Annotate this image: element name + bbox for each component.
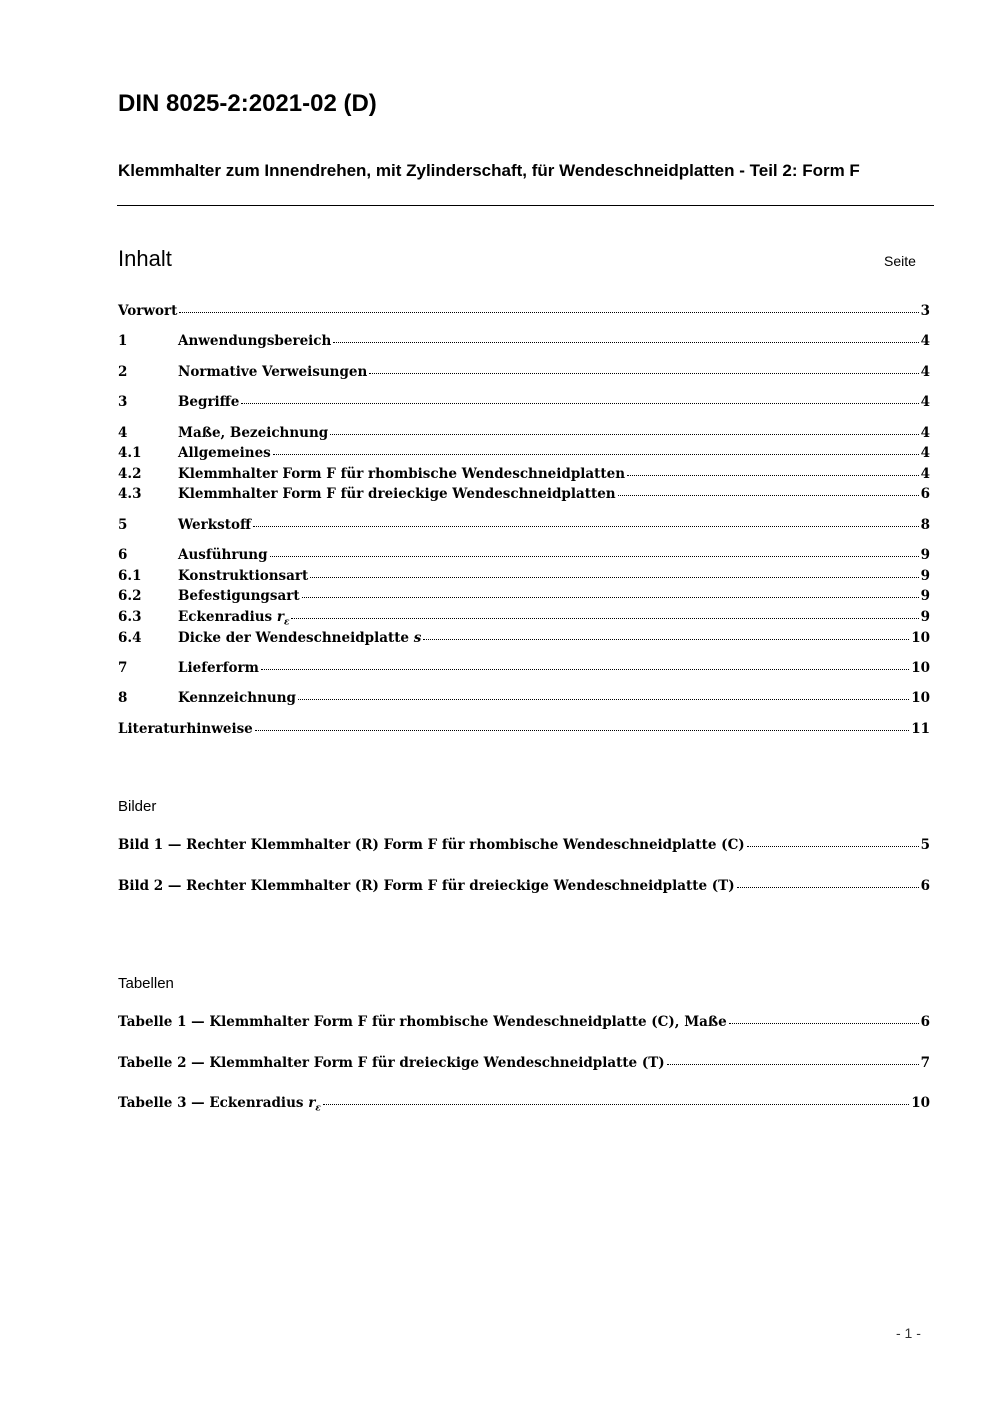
toc-dot-leader <box>241 403 918 404</box>
table-entry-1[interactable] <box>118 1014 930 1034</box>
toc-dot-leader <box>667 1064 919 1065</box>
toc-entry-6-1[interactable] <box>118 568 930 588</box>
toc-entry-number: 4.2 <box>118 466 142 482</box>
thickness-symbol: s <box>413 630 422 646</box>
toc-entry-number: 6.4 <box>118 630 142 646</box>
toc-entry-title: Werkstoff <box>178 517 252 533</box>
toc-entry-number: 4.1 <box>118 445 142 461</box>
corner-radius-subscript: ε <box>315 1103 321 1114</box>
toc-entry-title: Befestigungsart <box>178 588 300 604</box>
toc-entry-page: 4 <box>920 364 930 380</box>
toc-dot-leader <box>627 475 919 476</box>
corner-radius-subscript: ε <box>283 617 290 628</box>
toc-entry-number: 4.3 <box>118 486 142 502</box>
toc-entry-title-text: Dicke der Wendeschneidplatte <box>178 630 414 646</box>
toc-entry-number: 6.1 <box>118 568 142 584</box>
toc-entry-6-3[interactable] <box>118 609 930 629</box>
table-entry-title: Tabelle 1 — Klemmhalter Form F für rhombische Wendeschneidplatte (C), Maße <box>118 1014 727 1030</box>
toc-entry-5[interactable] <box>118 517 930 537</box>
figure-entry-1[interactable] <box>118 837 930 857</box>
table-entry-title-text: Tabelle 3 — Eckenradius <box>118 1095 309 1111</box>
toc-entry-6-4[interactable] <box>118 630 930 650</box>
toc-entry-page: 4 <box>920 425 930 441</box>
toc-dot-leader <box>255 730 909 731</box>
toc-dot-leader <box>618 495 919 496</box>
toc-dot-leader <box>737 887 919 888</box>
toc-entry-page: 10 <box>911 660 930 676</box>
toc-entry-4-1[interactable] <box>118 445 930 465</box>
toc-dot-leader <box>747 846 919 847</box>
toc-entry-page: 4 <box>920 466 930 482</box>
toc-dot-leader <box>729 1023 919 1024</box>
toc-entry-page: 3 <box>920 303 930 319</box>
toc-dot-leader <box>261 669 909 670</box>
toc-entry-page: 4 <box>920 394 930 410</box>
document-subtitle: Klemmhalter zum Innendrehen, mit Zylinderschaft, für Wendeschneidplatten - Teil 2: Form F <box>118 161 860 180</box>
toc-entry-title: Klemmhalter Form F für dreieckige Wendeschneidplatten <box>178 486 616 502</box>
toc-entry-3[interactable] <box>118 394 930 414</box>
table-entry-page: 10 <box>911 1095 930 1111</box>
table-entry-title <box>118 1095 321 1114</box>
toc-entry-title: Allgemeines <box>178 445 271 461</box>
toc-entry-number: 6.2 <box>118 588 142 604</box>
toc-entry-6[interactable] <box>118 547 930 567</box>
toc-entry-number: 7 <box>118 660 128 676</box>
toc-entry-7[interactable] <box>118 660 930 680</box>
figure-entry-title: Bild 2 — Rechter Klemmhalter (R) Form F für dreieckige Wendeschneidplatte (T) <box>118 878 735 894</box>
toc-dot-leader <box>323 1104 909 1105</box>
tables-heading: Tabellen <box>118 975 174 992</box>
toc-entry-bibliography[interactable] <box>118 721 930 741</box>
toc-entry-number: 2 <box>118 364 128 380</box>
toc-dot-leader <box>310 577 918 578</box>
toc-entry-4[interactable] <box>118 425 930 445</box>
toc-entry-title: Klemmhalter Form F für rhombische Wendeschneidplatten <box>178 466 626 482</box>
toc-entry-title: Ausführung <box>178 547 268 563</box>
toc-dot-leader <box>270 556 919 557</box>
toc-dot-leader <box>273 454 919 455</box>
page-column-label: Seite <box>884 253 916 269</box>
toc-entry-page: 9 <box>920 568 930 584</box>
toc-entry-page: 9 <box>920 609 930 625</box>
document-title: DIN 8025-2:2021-02 (D) <box>118 90 377 117</box>
figure-entry-page: 6 <box>920 878 930 894</box>
title-divider <box>117 205 934 206</box>
toc-entry-number: 5 <box>118 517 128 533</box>
toc-entry-4-2[interactable] <box>118 466 930 486</box>
toc-entry-title: Begriffe <box>178 394 240 410</box>
corner-radius-symbol: r <box>308 1095 316 1111</box>
page-number: - 1 - <box>896 1325 921 1341</box>
table-entry-title: Tabelle 2 — Klemmhalter Form F für dreieckige Wendeschneidplatte (T) <box>118 1055 665 1071</box>
toc-entry-number: 3 <box>118 394 128 410</box>
toc-entry-title: Kennzeichnung <box>178 690 296 706</box>
table-entry-2[interactable] <box>118 1055 930 1075</box>
figure-entry-title: Bild 1 — Rechter Klemmhalter (R) Form F für rhombische Wendeschneidplatte (C) <box>118 837 745 853</box>
toc-entry-page: 9 <box>920 547 930 563</box>
toc-entry-title-text: Eckenradius <box>178 609 277 625</box>
toc-entry-title: Lieferform <box>178 660 259 676</box>
toc-entry-title: Maße, Bezeichnung <box>178 425 329 441</box>
toc-entry-number: 1 <box>118 333 128 349</box>
figure-entry-page: 5 <box>920 837 930 853</box>
toc-entry-page: 11 <box>911 721 930 737</box>
toc-entry-number: 6.3 <box>118 609 142 625</box>
toc-dot-leader <box>291 618 918 619</box>
toc-entry-page: 6 <box>920 486 930 502</box>
toc-dot-leader <box>330 434 918 435</box>
toc-entry-number: 4 <box>118 425 128 441</box>
toc-entry-page: 8 <box>920 517 930 533</box>
toc-entry-number: 6 <box>118 547 128 563</box>
toc-entry-title <box>178 630 421 646</box>
toc-entry-4-3[interactable] <box>118 486 930 506</box>
toc-dot-leader <box>333 342 918 343</box>
toc-entry-title: Normative Verweisungen <box>178 364 368 380</box>
toc-entry-page: 4 <box>920 333 930 349</box>
toc-entry-page: 4 <box>920 445 930 461</box>
toc-entry-1[interactable] <box>118 333 930 353</box>
toc-entry-number: 8 <box>118 690 128 706</box>
toc-entry-title: Literaturhinweise <box>118 721 253 737</box>
table-entry-page: 6 <box>920 1014 930 1030</box>
toc-dot-leader <box>253 526 919 527</box>
toc-dot-leader <box>423 639 909 640</box>
toc-entry-page: 10 <box>911 690 930 706</box>
toc-dot-leader <box>179 312 918 313</box>
figures-heading: Bilder <box>118 798 157 815</box>
toc-entry-8[interactable] <box>118 690 930 710</box>
contents-heading: Inhalt <box>118 246 172 271</box>
toc-entry-title <box>178 609 289 628</box>
toc-entry-title: Vorwort <box>118 303 178 319</box>
toc-dot-leader <box>369 373 918 374</box>
toc-entry-page: 10 <box>911 630 930 646</box>
toc-entry-2[interactable] <box>118 364 930 384</box>
toc-entry-6-2[interactable] <box>118 588 930 608</box>
table-entry-page: 7 <box>920 1055 930 1071</box>
toc-entry-page: 9 <box>920 588 930 604</box>
toc-dot-leader <box>302 597 919 598</box>
toc-entry-title: Konstruktionsart <box>178 568 309 584</box>
figure-entry-2[interactable] <box>118 878 930 898</box>
toc-entry-foreword[interactable] <box>118 303 930 323</box>
toc-dot-leader <box>298 699 909 700</box>
toc-entry-title: Anwendungsbereich <box>178 333 332 349</box>
corner-radius-symbol: r <box>276 609 284 625</box>
table-entry-3[interactable] <box>118 1095 930 1115</box>
